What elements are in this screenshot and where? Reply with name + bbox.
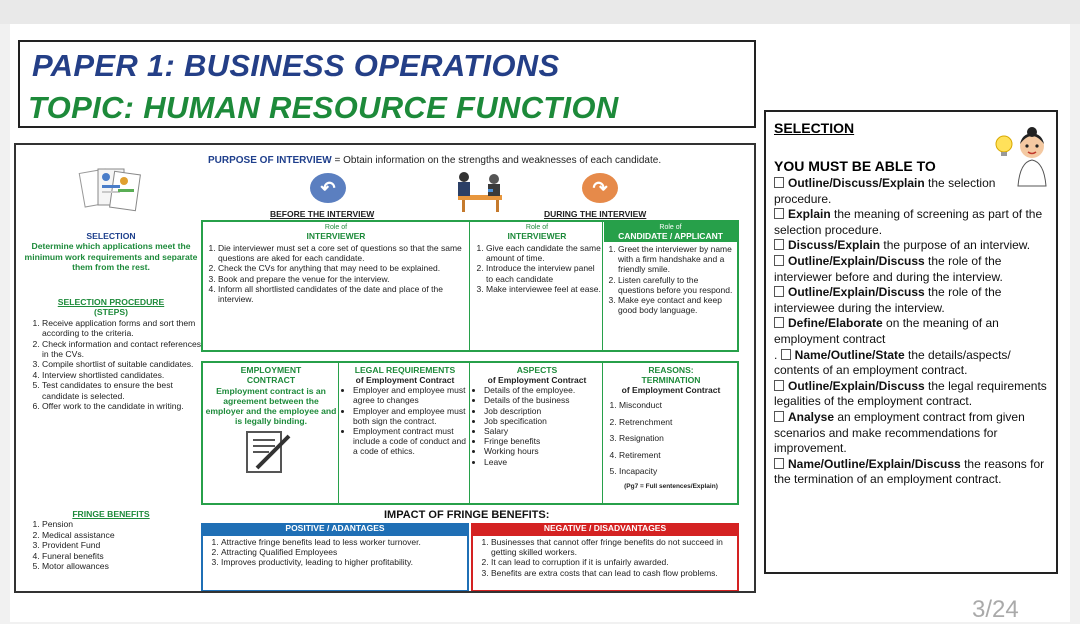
list-item: 3. Benefits are extra costs that can lead to cash flow problems. bbox=[491, 568, 733, 578]
during-candidate-column bbox=[604, 222, 737, 315]
topic-title: TOPIC: HUMAN RESOURCE FUNCTION bbox=[28, 90, 619, 125]
procedure-steps bbox=[20, 318, 202, 412]
procedure-heading: SELECTION PROCEDURE bbox=[57, 297, 165, 307]
page-number: 3/24 bbox=[972, 596, 1019, 623]
list-item: 1. Attractive fringe benefits lead to less worker turnover. bbox=[221, 537, 463, 547]
checkbox-icon bbox=[774, 255, 784, 266]
outcomes-list bbox=[774, 176, 1056, 488]
list-item: 5. Test candidates to ensure the best candidate is selected. bbox=[42, 380, 202, 401]
selection-procedure-block bbox=[20, 297, 202, 411]
negative-heading: NEGATIVE / DISADVANTAGES bbox=[471, 523, 739, 534]
list-item: 1. Die interviewer must set a core set of questions so that the same questions are aked for each candidate. bbox=[218, 243, 468, 263]
list-item: . Name/Outline/State the details/aspects/ contents of an employment contract. bbox=[774, 347, 1011, 378]
selection-outcomes-box bbox=[764, 110, 1058, 574]
list-item: Outline/Explain/Discuss the role of the interviewer before and during the interview. bbox=[774, 253, 1003, 284]
list-item: • Details of the employee. bbox=[484, 385, 602, 395]
aspects-heading-2: of Employment Contract bbox=[487, 375, 587, 385]
candidate-heading: CANDIDATE / APPLICANT bbox=[618, 231, 723, 241]
summary-sheet bbox=[14, 143, 756, 593]
role-of-label: Role of bbox=[525, 224, 549, 231]
list-item: 3. Compile shortlist of suitable candidates. bbox=[42, 359, 202, 369]
checkbox-icon bbox=[774, 239, 784, 250]
list-item: 3. Book and prepare the venue for the interview. bbox=[218, 274, 468, 284]
procedure-subheading: (STEPS) bbox=[94, 307, 128, 318]
list-item: • Job specification bbox=[484, 416, 602, 426]
legal-requirements-column bbox=[341, 365, 469, 457]
list-item: 2. Check information and contact references in the CVs. bbox=[42, 339, 202, 360]
forward-arrow-icon: ↷ bbox=[582, 173, 618, 203]
list-item: 5. Incapacity bbox=[619, 463, 737, 480]
fringe-heading: FRINGE BENEFITS bbox=[72, 509, 150, 519]
negative-box bbox=[471, 534, 739, 592]
checkbox-icon bbox=[774, 177, 784, 188]
role-of-label: Role of bbox=[659, 224, 682, 231]
reasons-heading-3: of Employment Contract bbox=[621, 385, 721, 395]
checkbox-icon bbox=[774, 286, 784, 297]
list-item: Outline/Discuss/Explain the selection procedure. bbox=[774, 176, 996, 206]
termination-reasons-column bbox=[605, 365, 737, 492]
list-item: 1. Give each candidate the same amount of time. bbox=[486, 243, 602, 263]
legal-heading-1: LEGAL REQUIREMENTS bbox=[354, 365, 456, 375]
list-item: 2. Medical assistance bbox=[42, 530, 202, 540]
list-item: 2. Check the CVs for anything that may need to be explained. bbox=[218, 263, 468, 273]
list-item: 4. Interview shortlisted candidates. bbox=[42, 370, 202, 380]
contract-definition: Employment contract is an agreement between the employer and the employee and is legally binding. bbox=[205, 386, 337, 426]
selection-block bbox=[20, 231, 202, 273]
reasons-note: (Pg7 = Full sentences/Explain) bbox=[624, 482, 718, 490]
list-item: • Details of the business bbox=[484, 395, 602, 405]
reasons-heading-2: TERMINATION bbox=[641, 375, 701, 385]
list-item: Explain the meaning of screening as part of the selection procedure. bbox=[774, 207, 1043, 237]
list-item: 2. It can lead to corruption if it is unfairly awarded. bbox=[491, 557, 733, 567]
purpose-text: = Obtain information on the strengths and weaknesses of each candidate. bbox=[331, 155, 662, 166]
reasons-heading-1: REASONS: bbox=[648, 365, 694, 375]
checkbox-icon bbox=[774, 317, 784, 328]
list-item: 2. Retrenchment bbox=[619, 414, 737, 431]
list-item: 1. Greet the interviewer by name with a firm handshake and a friendly smile. bbox=[618, 244, 737, 275]
list-item: • Working hours bbox=[484, 446, 602, 456]
during-interview-label: DURING THE INTERVIEW bbox=[544, 209, 647, 219]
list-item: 2. Attracting Qualified Employees bbox=[221, 547, 463, 557]
list-item: 3. Make eye contact and keep good body language. bbox=[618, 295, 737, 315]
list-item: • Employer and employee must both sign the contract. bbox=[353, 406, 469, 426]
list-item: 2. Listen carefully to the questions before you respond. bbox=[618, 275, 737, 295]
checkbox-icon bbox=[774, 458, 784, 469]
checkbox-icon bbox=[774, 208, 784, 219]
list-item: 3. Provident Fund bbox=[42, 540, 202, 550]
list-item: • Employer and employee must agree to changes bbox=[353, 385, 469, 405]
selection-box-title: SELECTION bbox=[774, 120, 855, 136]
checkbox-icon bbox=[781, 349, 791, 360]
viewer-top-bar bbox=[0, 0, 1080, 24]
selection-heading: SELECTION bbox=[86, 231, 136, 241]
contract-definition-column bbox=[205, 365, 337, 474]
list-item: 1. Receive application forms and sort them according to the criteria. bbox=[42, 318, 202, 339]
list-item: 1. Businesses that cannot offer fringe benefits do not succeed in getting skilled workers. bbox=[491, 537, 733, 557]
selection-definition: Determine which applications meet the minimum work requirements and separate them from the rest. bbox=[24, 241, 198, 273]
list-item: • Fringe benefits bbox=[484, 436, 602, 446]
list-item: Outline/Explain/Discuss the role of the interviewee during the interview. bbox=[774, 285, 1002, 315]
list-item: • Job description bbox=[484, 406, 602, 416]
list-item: • Employment contract must include a code of conduct and a code of ethics. bbox=[353, 426, 469, 457]
interviewer-heading: INTERVIEWER bbox=[507, 231, 567, 241]
list-item: 2. Introduce the interview panel to each candidate bbox=[486, 263, 602, 283]
checkbox-icon bbox=[774, 411, 784, 422]
back-arrow-icon: ↶ bbox=[310, 173, 346, 203]
purpose-of-interview bbox=[208, 155, 661, 166]
list-item: 6. Offer work to the candidate in writing. bbox=[42, 401, 202, 411]
list-item: Analyse an employment contract from given scenarios and make recommendations for improvement. bbox=[774, 409, 1025, 456]
list-item: Outline/Explain/Discuss the legal requirements legalities of the employment contract. bbox=[774, 378, 1047, 409]
fringe-benefits-block bbox=[20, 509, 202, 571]
list-item: 4. Funeral benefits bbox=[42, 551, 202, 561]
interview-illustration-icon bbox=[444, 169, 514, 213]
list-item: 3. Resignation bbox=[619, 430, 737, 447]
role-of-label: Role of bbox=[324, 224, 348, 231]
positive-heading: POSITIVE / ADANTAGES bbox=[201, 523, 469, 534]
selection-box-subtitle: YOU MUST BE ABLE TO bbox=[774, 158, 936, 174]
list-item: • Salary bbox=[484, 426, 602, 436]
list-item: Name/Outline/Explain/Discuss the reasons for the termination of an employment contract. bbox=[774, 456, 1045, 487]
contract-signing-icon bbox=[243, 430, 293, 474]
before-interview-label: BEFORE THE INTERVIEW bbox=[270, 209, 375, 219]
fringe-list bbox=[20, 519, 202, 571]
list-item: 3. Improves productivity, leading to higher profitability. bbox=[221, 557, 463, 567]
list-item: • Leave bbox=[484, 457, 602, 467]
legal-heading-2: of Employment Contract bbox=[355, 375, 455, 385]
paper-title: PAPER 1: BUSINESS OPERATIONS bbox=[32, 48, 560, 83]
positive-box bbox=[201, 534, 469, 592]
during-interviewer-column bbox=[472, 223, 602, 294]
list-item: 4. Inform all shortlisted candidates of the date and place of the interview. bbox=[218, 284, 468, 304]
checkbox-icon bbox=[774, 380, 784, 391]
aspects-column bbox=[472, 365, 602, 467]
contract-heading-1: EMPLOYMENT bbox=[240, 365, 302, 375]
purpose-label: PURPOSE OF INTERVIEW bbox=[208, 155, 332, 166]
contract-heading-2: CONTRACT bbox=[246, 375, 296, 385]
interviewer-heading: INTERVIEWER bbox=[306, 231, 366, 241]
cv-documents-icon bbox=[76, 163, 142, 215]
aspects-heading-1: ASPECTS bbox=[516, 365, 558, 375]
impact-title: IMPACT OF FRINGE BENEFITS: bbox=[384, 509, 550, 521]
title-box bbox=[18, 40, 756, 128]
list-item: Define/Elaborate on the meaning of an employment contract bbox=[774, 316, 999, 346]
list-item: 5. Motor allowances bbox=[42, 561, 202, 571]
list-item: Discuss/Explain the purpose of an interview. bbox=[774, 238, 1056, 254]
list-item: 1. Pension bbox=[42, 519, 202, 529]
list-item: 3. Make interviewee feel at ease. bbox=[486, 284, 602, 294]
list-item: 1. Misconduct bbox=[619, 397, 737, 414]
before-interviewer-column bbox=[204, 223, 468, 304]
list-item: 4. Retirement bbox=[619, 447, 737, 464]
